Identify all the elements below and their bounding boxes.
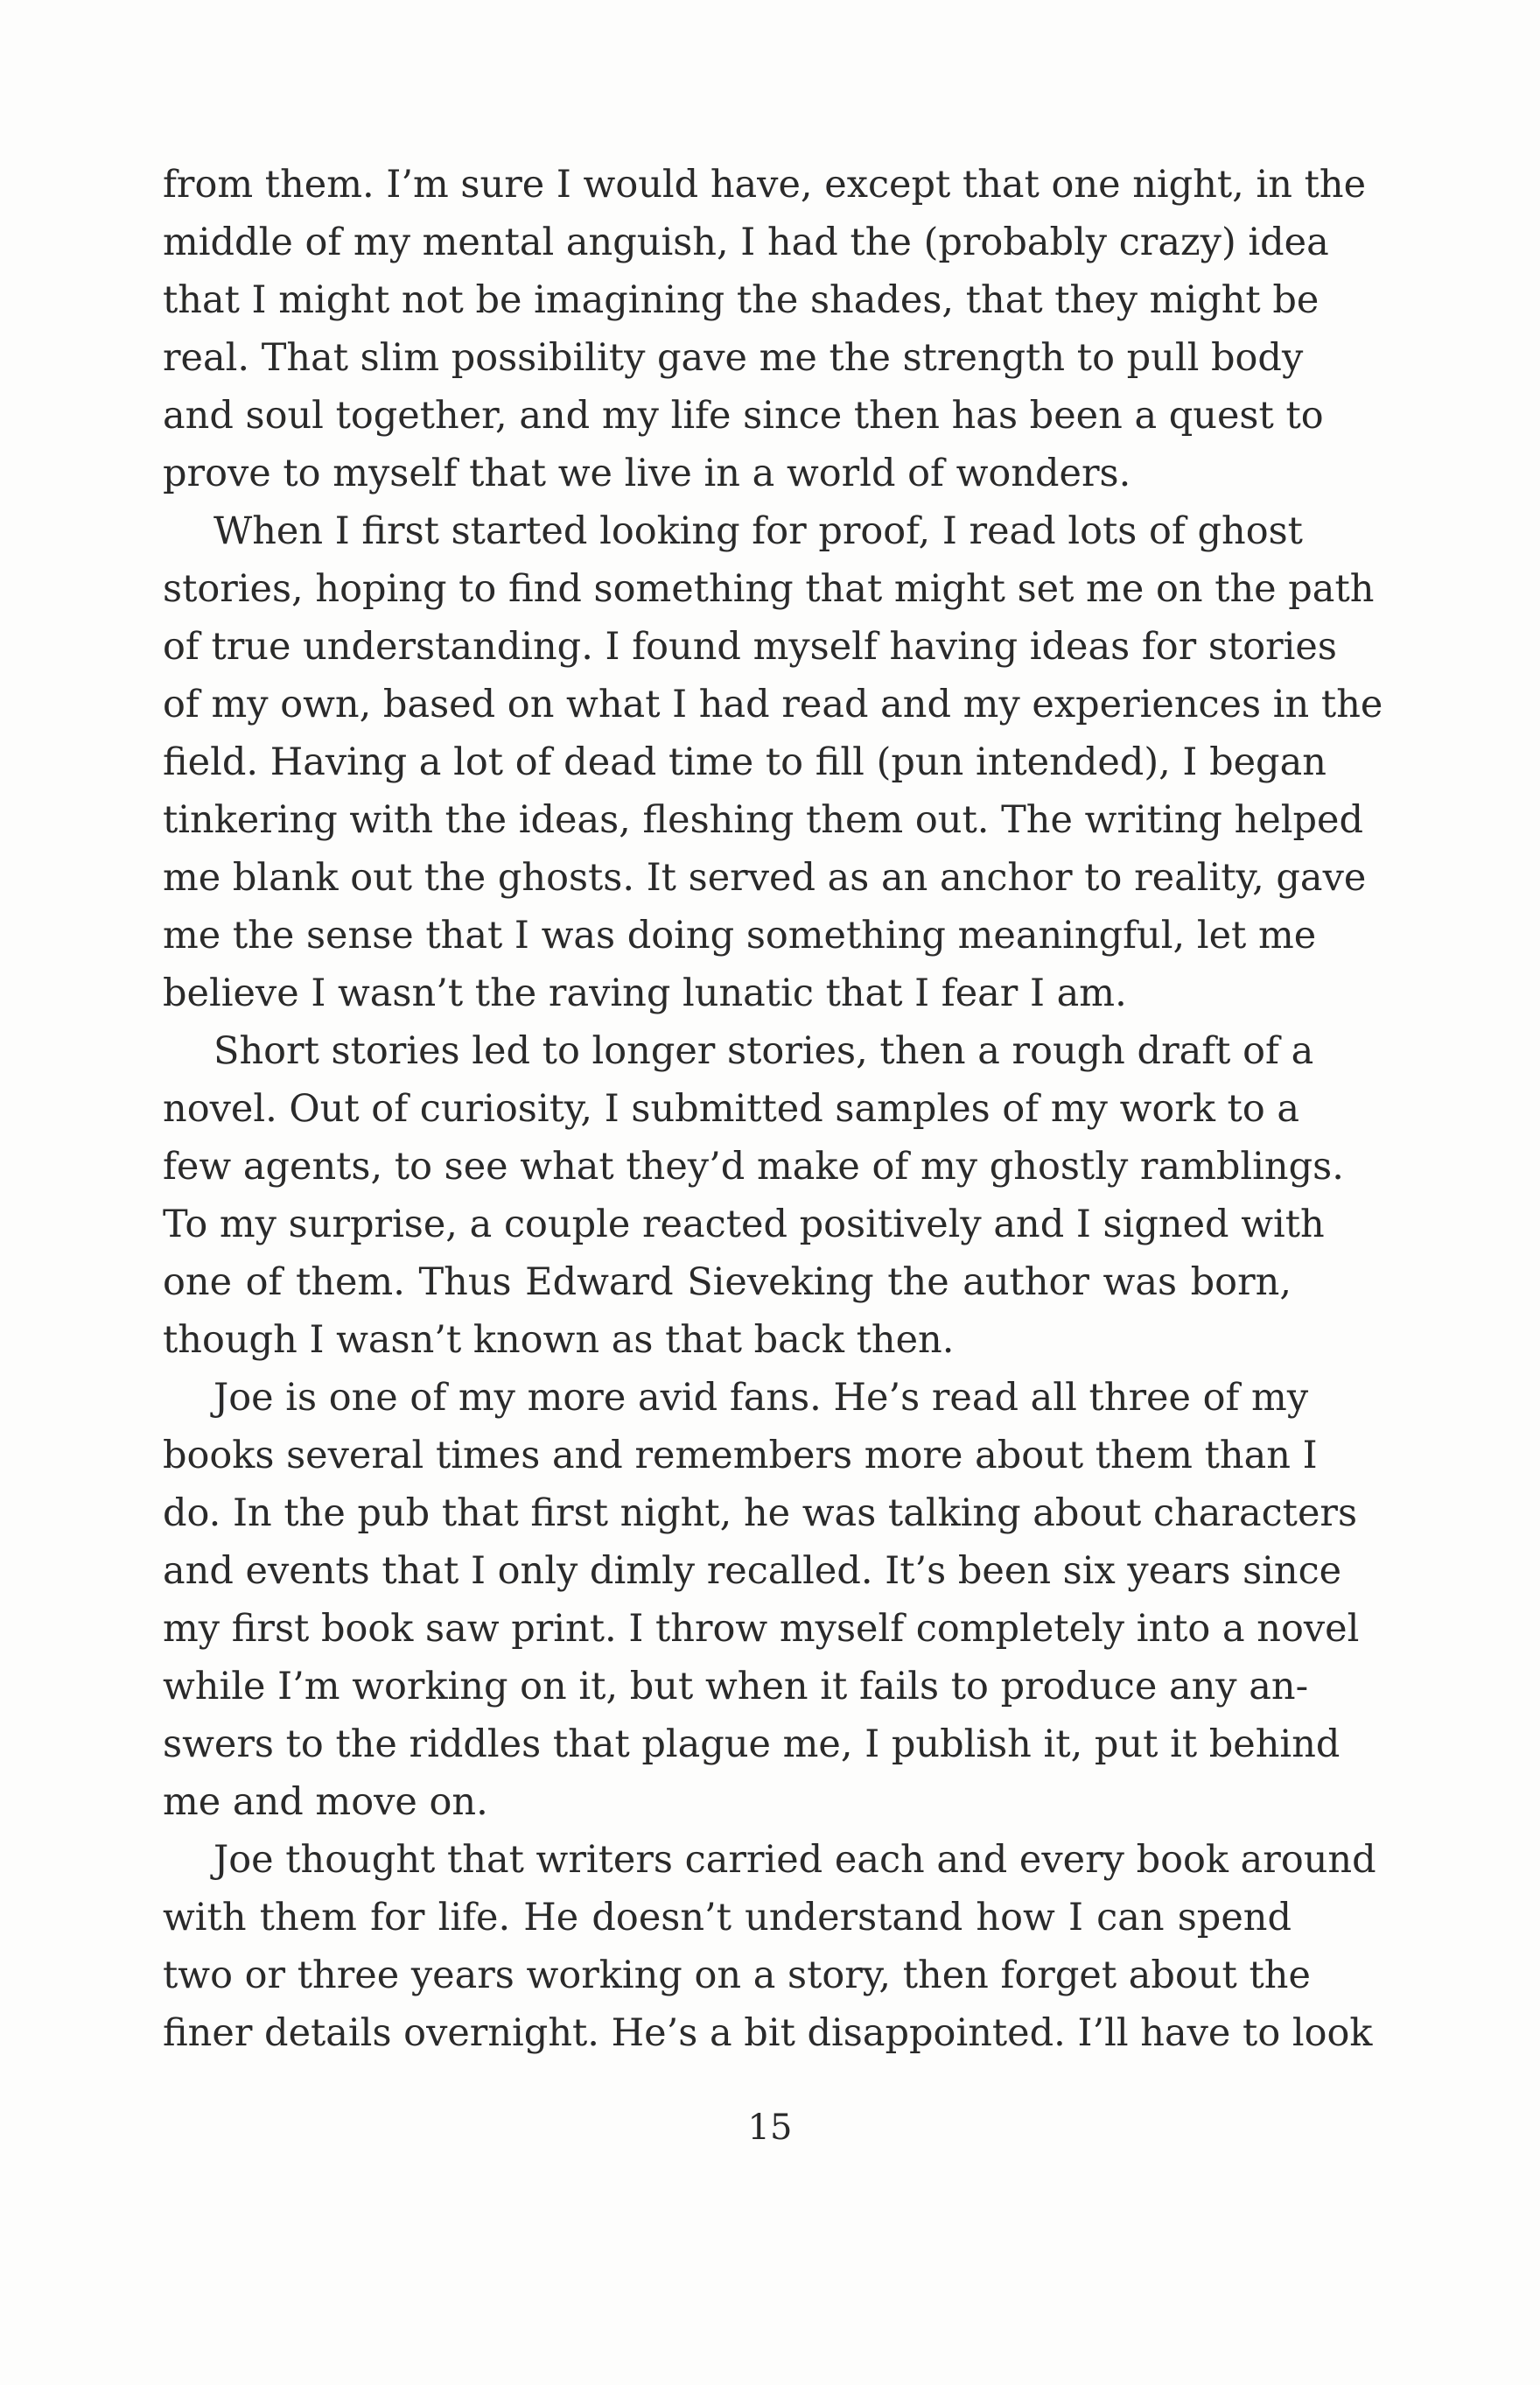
text-line: real. That slim possibility gave me the strength to pull body [163,336,1304,380]
text-line: novel. Out of curiosity, I submitted samples of my work to a [163,1087,1300,1131]
text-line: one of them. Thus Edward Sieveking the author was born, [163,1260,1292,1304]
text-line: and soul together, and my life since then has been a quest to [163,394,1324,438]
text-line: books several times and remembers more about them than I [163,1434,1318,1477]
text-line: middle of my mental anguish, I had the (probably crazy) idea [163,221,1329,264]
text-line: When I first started looking for proof, I read lots of ghost [214,509,1303,553]
text-line: tinkering with the ideas, fleshing them out. The writing helped [163,798,1363,842]
body-text [163,156,1383,2062]
text-line: Joe is one of my more avid fans. He’s read all three of my [214,1376,1309,1420]
text-line: me the sense that I was doing something meaningful, let me [163,914,1317,958]
text-line: few agents, to see what they’d make of my ghostly ramblings. [163,1145,1344,1189]
text-line: my first book saw print. I throw myself completely into a novel [163,1607,1360,1651]
text-line: with them for life. He doesn’t understand how I can spend [163,1896,1292,1940]
text-line: two or three years working on a story, then forget about the [163,1954,1311,1997]
text-line: that I might not be imagining the shades, that they might be [163,278,1320,322]
text-line: field. Having a lot of dead time to fill (pun intended), I began [163,740,1326,784]
text-line: me blank out the ghosts. It served as an anchor to reality, gave [163,856,1367,900]
text-line: though I wasn’t known as that back then. [163,1318,955,1362]
text-line: me and move on. [163,1780,488,1824]
text-line: of true understanding. I found myself having ideas for stories [163,625,1337,669]
text-line: To my surprise, a couple reacted positively and I signed with [163,1203,1325,1246]
text-line: from them. I’m sure I would have, except that one night, in the [163,163,1367,207]
text-line: finer details overnight. He’s a bit disappointed. I’ll have to look [163,2011,1373,2055]
text-line: of my own, based on what I had read and my experiences in the [163,683,1383,726]
text-line: swers to the riddles that plague me, I publish it, put it behind [163,1722,1340,1766]
text-line: prove to myself that we live in a world of wonders. [163,452,1131,495]
text-line: believe I wasn’t the raving lunatic that I fear I am. [163,972,1127,1015]
text-line: Joe thought that writers carried each and every book around [214,1838,1376,1882]
text-line: Short stories led to longer stories, then a rough draft of a [214,1029,1314,1073]
text-line: stories, hoping to find something that might set me on the path [163,567,1375,611]
text-line: and events that I only dimly recalled. It’s been six years since [163,1549,1342,1593]
text-line: while I’m working on it, but when it fails to produce any an- [163,1665,1309,1708]
text-line: do. In the pub that first night, he was talking about characters [163,1491,1358,1535]
page-number: 15 [747,2108,793,2148]
